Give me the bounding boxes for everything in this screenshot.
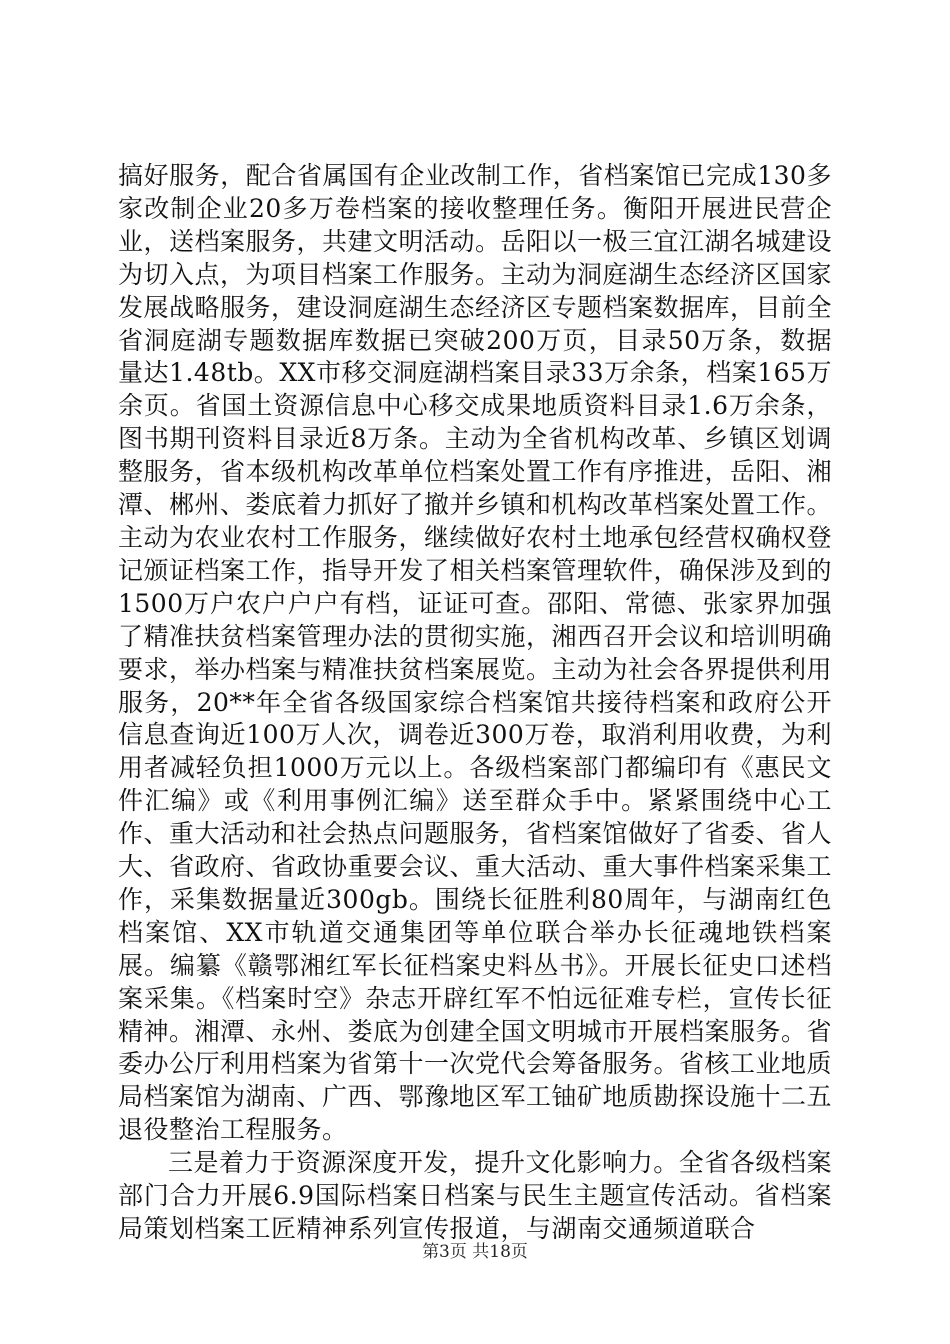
page-footer [0,1240,950,1264]
paragraph-continued: 搞好服务，配合省属国有企业改制工作，省档案馆已完成130多家改制企业20多万卷档案的接收整理任务。衡阳开展进民营企业，送档案服务，共建文明活动。岳阳以一极三宜江湖名城建设为切入点，为项目档案工作服务。主动为洞庭湖生态经济区国家发展战略服务，建设洞庭湖生态经济区专题档案数据库，目前全省洞庭湖专题数据库数据已突破200万页，目录50万条，数据量达1.48tb。XX市移交洞庭湖档案目录33万余条，档案165万余页。省国土资源信息中心移交成果地质资料目录1.6万余条，图书期刊资料目录近8万条。主动为全省机构改革、乡镇区划调整服务，省本级机构改革单位档案处置工作有序推进，岳阳、湘潭、郴州、娄底着力抓好了撤并乡镇和机构改革档案处置工作。主动为农业农村工作服务，继续做好农村土地承包经营权确权登记颁证档案工作，指导开发了相关档案管理软件，确保涉及到的1500万户农户户户有档，证证可查。邵阳、常德、张家界加强了精准扶贫档案管理办法的贯彻实施，湘西召开会议和培训明确要求，举办档案与精准扶贫档案展览。主动为社会各界提供利用服务，20**年全省各级国家综合档案馆共接待档案和政府公开信息查询近100万人次，调卷近300万卷，取消利用收费，为利用者减轻负担1000万元以上。各级档案部门都编印有《惠民文件汇编》或《利用事例汇编》送至群众手中。紧紧围绕中心工作、重大活动和社会热点问题服务，省档案馆做好了省委、省人大、省政府、省政协重要会议、重大活动、重大事件档案采集工作，采集数据量近300gb。围绕长征胜利80周年，与湖南红色档案馆、XX市轨道交通集团等单位联合举办长征魂地铁档案展。编纂《赣鄂湘红军长征档案史料丛书》。开展长征史口述档案采集。《档案时空》杂志开辟红军不怕远征难专栏，宣传长征精神。湘潭、永州、娄底为创建全国文明城市开展档案服务。省委办公厅利用档案为省第十一次党代会筹备服务。省核工业地质局档案馆为湖南、广西、鄂豫地区军工铀矿地质勘探设施十二五退役整治工程服务。 [118,161,833,1145]
paragraph-resource-development: 三是着力于资源深度开发，提升文化影响力。全省各级档案部门合力开展6.9国际档案日档案与民生主题宣传活动。省档案局策划档案工匠精神系列宣传报道，与湖南交通频道联合 [118,1148,832,1243]
body-text [118,160,832,1246]
page-number: 第3页 共18页 [422,1242,528,1262]
